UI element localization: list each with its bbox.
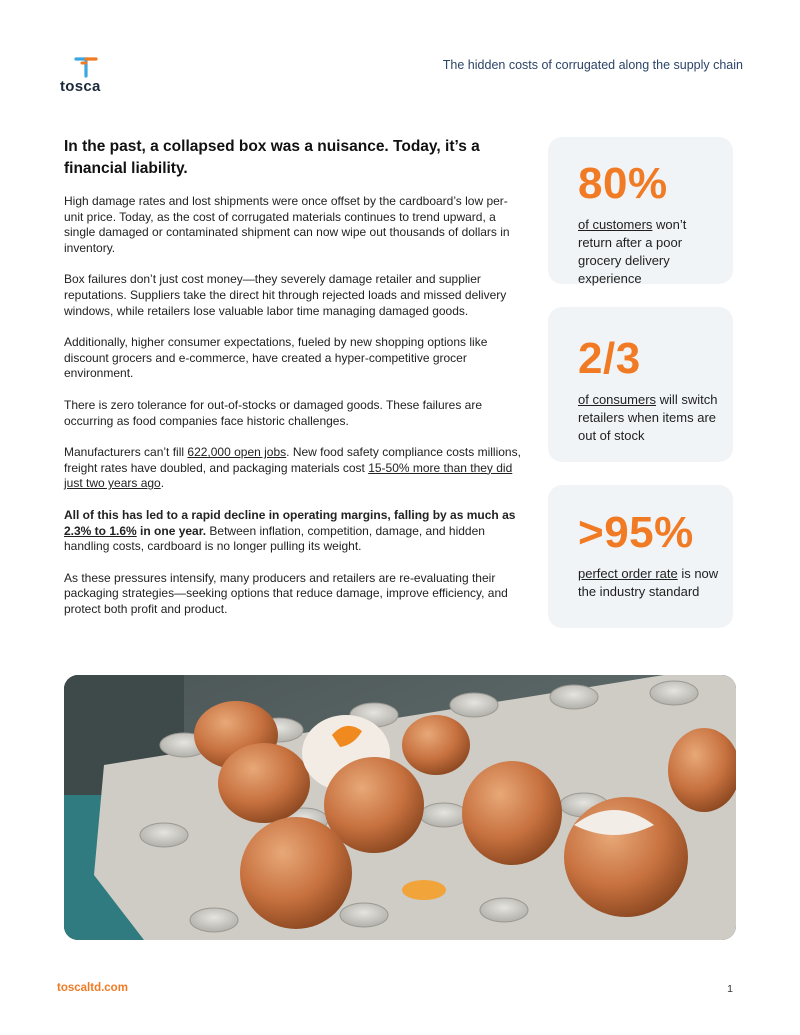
paragraph-3: Additionally, higher consumer expectations, fueled by new shopping options like discount grocers and e-commerce, have created a hyper-competitive grocer environment. bbox=[64, 335, 488, 381]
egg-carton-illustration bbox=[64, 675, 736, 940]
packaging-cost-link[interactable]: 15-50% more than they did just two years ago bbox=[64, 460, 513, 491]
open-jobs-link[interactable]: 622,000 open jobs bbox=[187, 445, 287, 460]
stat-card-customers bbox=[548, 137, 733, 284]
stat-description-text: is now the industry standard bbox=[578, 566, 719, 599]
paragraph-2: Box failures don’t just cost money—they severely damage retailer and supplier reputations. Suppliers take the direct hit through rejected loads and missed delivery windows, while retailers lose valuable labor time managing damaged goods. bbox=[64, 272, 507, 318]
paragraph-5-text-c: . bbox=[160, 476, 165, 491]
stat-description bbox=[578, 565, 721, 601]
paragraph-5-text-b: . New food safety compliance costs millions, freight rates have doubled, and packaging materials cost bbox=[64, 445, 521, 475]
footer-website-link[interactable]: toscaltd.com bbox=[57, 982, 128, 994]
tosca-logo[interactable] bbox=[60, 56, 120, 100]
stat-description-text: won’t return after a poor grocery delivery experience bbox=[578, 217, 687, 286]
stat-link[interactable]: perfect order rate bbox=[578, 566, 678, 581]
paragraph-6-text: Between inflation, competition, damage, and hidden handling costs, cardboard is no longer pulling its weight. bbox=[64, 523, 485, 554]
stat-value: 2/3 bbox=[578, 334, 641, 383]
paragraph-6 bbox=[64, 508, 522, 555]
article-body bbox=[64, 136, 522, 633]
stat-description bbox=[578, 391, 721, 445]
paragraph-7: As these pressures intensify, many producers and retailers are re-evaluating their packaging strategies—seeking options that reduce damage, improve efficiency, and protect both profit and product. bbox=[64, 570, 508, 616]
stat-value: >95% bbox=[578, 508, 694, 557]
broken-eggs-photo bbox=[64, 675, 736, 940]
paragraph-1: High damage rates and lost shipments were once offset by the cardboard’s low per-unit price. Today, as the cost of corrugated materials continues to trend upward, a single damaged or contaminated shipment can now wipe out thousands of dollars in inventory. bbox=[64, 194, 510, 255]
paragraph-4: There is zero tolerance for out-of-stocks or damaged goods. These failures are occurring as food companies face historic challenges. bbox=[64, 397, 482, 428]
stat-description bbox=[578, 216, 721, 288]
stat-card-consumers bbox=[548, 307, 733, 462]
stat-link[interactable]: of customers bbox=[578, 217, 653, 232]
paragraph-5-text-a: Manufacturers can’t fill bbox=[64, 445, 188, 460]
page-number: 1 bbox=[727, 983, 733, 995]
logo-wordmark: tosca bbox=[60, 78, 101, 95]
paragraph-6-bold-a: All of this has led to a rapid decline in operating margins, falling by as much as bbox=[64, 507, 516, 522]
stat-link[interactable]: of consumers bbox=[578, 392, 657, 407]
paragraph-6-bold-b: in one year. bbox=[136, 523, 207, 538]
stat-value: 80% bbox=[578, 159, 668, 208]
article-headline: In the past, a collapsed box was a nuisance. Today, it’s a financial liability. bbox=[64, 138, 480, 177]
tosca-logo-mark-icon bbox=[73, 56, 99, 78]
stat-description-text: will switch retailers when items are out of stock bbox=[578, 392, 718, 443]
stat-card-order-rate bbox=[548, 485, 733, 628]
document-header-title: The hidden costs of corrugated along the supply chain bbox=[442, 58, 743, 72]
paragraph-5 bbox=[64, 445, 522, 492]
operating-margins-link[interactable]: 2.3% to 1.6% bbox=[64, 523, 137, 538]
